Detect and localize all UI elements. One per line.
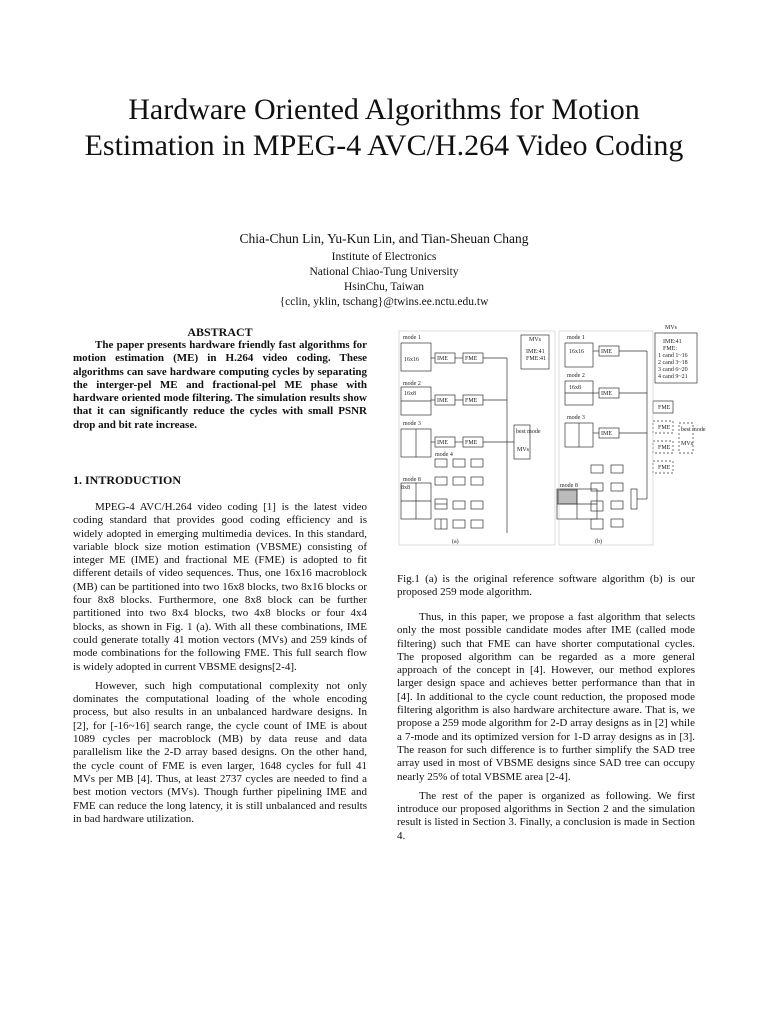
label-mvcount-b6: 4 cand 9~21: [658, 374, 688, 380]
label-ime-a2: IME: [437, 398, 448, 404]
label-mode1-a: mode 1: [403, 335, 421, 341]
label-fme-a1: FME: [465, 356, 478, 362]
label-mvcount-b3: 1 cand 1~16: [658, 353, 688, 359]
introduction-heading: 1. INTRODUCTION: [73, 473, 182, 487]
label-fme-a2: FME: [465, 398, 478, 404]
label-ime-a3: IME: [437, 440, 448, 446]
label-mode3-a: mode 3: [403, 421, 421, 427]
label-16x8-b: 16x8: [569, 385, 581, 391]
label-sub-a: (a): [452, 539, 459, 545]
label-mvcount-b2: FME:: [663, 346, 678, 352]
introduction-body: [73, 501, 367, 832]
figure-1: [397, 323, 706, 571]
paper-title: Hardware Oriented Algorithms for Motion Estimation in MPEG-4 AVC/H.264 Video Coding: [84, 93, 684, 162]
label-mvcount-b5: 3 cand 6~20: [658, 367, 688, 373]
label-mvs-a: MVs: [529, 337, 542, 343]
label-mvcount-b1: IME:41: [663, 339, 682, 345]
label-ime-b3: IME: [601, 431, 612, 437]
affiliation-university: National Chiao-Tung University: [309, 266, 459, 278]
label-fme-a3: FME: [465, 440, 478, 446]
label-mode8-b: mode 8: [560, 483, 578, 489]
label-bestmode-a: best mode: [516, 429, 541, 435]
label-mvs-a2: MVs: [517, 447, 530, 453]
figure-caption: Fig.1 (a) is the original reference software algorithm (b) is our proposed 259 mode algorithm.: [397, 573, 695, 599]
abstract-heading: ABSTRACT: [187, 325, 253, 339]
authors: Chia-Chun Lin, Yu-Kun Lin, and Tian-Sheuan Chang: [239, 231, 529, 246]
label-8x8-a: 8x8: [401, 485, 410, 491]
label-mode3-b: mode 3: [567, 415, 585, 421]
label-mvcount-a1: IME:41: [526, 349, 545, 355]
label-mvcount-a2: FME:41: [526, 356, 547, 362]
abstract-text: The paper presents hardware friendly fast algorithms for motion estimation (ME) in H.264 video coding. These algorithms can save hardware computing cycles by separating the interger-pel ME and fractional-pel ME phase with hardware oriented mode filtering. The simulation results show that it can significantly reduce the cycles with small PSNR drop and bit rate increase.: [73, 339, 367, 431]
label-ime-b2: IME: [601, 391, 612, 397]
label-fme-b4: FME: [658, 465, 671, 471]
label-fme-b3: FME: [658, 445, 671, 451]
introduction-paragraph: However, such high computational complexity not only dominates the computational loading of the whole encoding process, but also results in an unbalanced hardware designs. In [2], for [-16~16] search range, the cycle count of IME is about 1089 cycles per macroblock (MB) by data reuse and data parallelism like the 2-D array based designs. On the other hand, the cycle count of FME is even larger, 1648 cycles for full 41 MVs per MB [4]. Thus, at least 2737 cycles are needed to find a best motion vectors (MVs). Though further pipelining IME and FME can reduce the long latency, it is still unbalanced and results in bad hardware utilization.: [73, 679, 367, 825]
affiliation: [0, 250, 768, 310]
label-mode2-b: mode 2: [567, 373, 585, 379]
introduction-paragraph: MPEG-4 AVC/H.264 video coding [1] is the latest video coding standard that provides good coding efficiency and is widely adopted in emerging multimedia devices. In this standard, variable block size motion estimation (VBSME) consisting of integer ME (IME) and fractional ME (FME) is adopted to fit different details of video sequences. Thus, one 16x16 macroblock (MB) can be partitioned into two 16x8 blocks, two 8x16 blocks or four 8x8 blocks. Furthermore, one 8x8 block can be further partitioned into two 8x4 blocks, two 4x8 blocks or four 4x4 blocks, as shown in Fig. 1 (a). With all these combinations, IME could generate totally 41 motion vectors (MVs) and 259 kinds of mode combinations for the following FME. This full search flow is widely adopted in current VBSME designs[2-4].: [73, 501, 367, 673]
affiliation-institute: Institute of Electronics: [331, 251, 437, 263]
label-sub-b: (b): [595, 539, 602, 545]
body-paragraph: Thus, in this paper, we propose a fast algorithm that selects only the most possible candidate modes after IME (called mode filtering) such that FME can have shorter computational cycles. The proposed algorithm can be regarded as a more general approach of the concept in [4]. However, our method explores larger design space and achieves better performance than that in [4]. In additional to the cycle count reduction, the proposed mode filtering algorithm is also hardware architecture aware. That is, we propose a 259 mode algorithm for 2-D array designs as in [2] while a 7-mode and its optimized version for 1-D array designs as in [3]. The reason for such difference is to further simplify the SAD tree array used in most of VBSME designs since SAD tree can occupy nearly 25% of total VBSME area [2-4].: [397, 611, 695, 783]
label-16x8-a: 16x8: [404, 391, 416, 397]
label-ime-a1: IME: [437, 356, 448, 362]
diagram-panel-a: [399, 331, 555, 545]
affiliation-location: HsinChu, Taiwan: [343, 281, 425, 293]
label-mvcount-b4: 2 cand 3~18: [658, 360, 688, 366]
body-paragraph: The rest of the paper is organized as following. We first introduce our proposed algorithms in Section 2 and the simulation result is listed in Section 3. Finally, a conclusion is made in Section 4.: [397, 789, 695, 842]
label-16x16-b: 16x16: [569, 349, 584, 355]
label-ime-b1: IME: [601, 349, 612, 355]
label-mode2-a: mode 2: [403, 381, 421, 387]
label-mode4-a: mode 4: [435, 452, 453, 458]
label-mvs-b2: MVs: [681, 441, 694, 447]
affiliation-emails: {cclin, yklin, tschang}@twins.ee.nctu.edu.tw: [279, 296, 489, 308]
label-16x16-a: 16x16: [404, 357, 419, 363]
label-mvs-b: MVs: [665, 325, 678, 331]
label-mode8-a: mode 8: [403, 477, 421, 483]
label-bestmode-b: best mode: [681, 427, 706, 433]
right-column-body: [397, 611, 695, 849]
label-fme-b1: FME: [658, 405, 671, 411]
label-mode1-b: mode 1: [567, 335, 585, 341]
label-fme-b2: FME: [658, 425, 671, 431]
